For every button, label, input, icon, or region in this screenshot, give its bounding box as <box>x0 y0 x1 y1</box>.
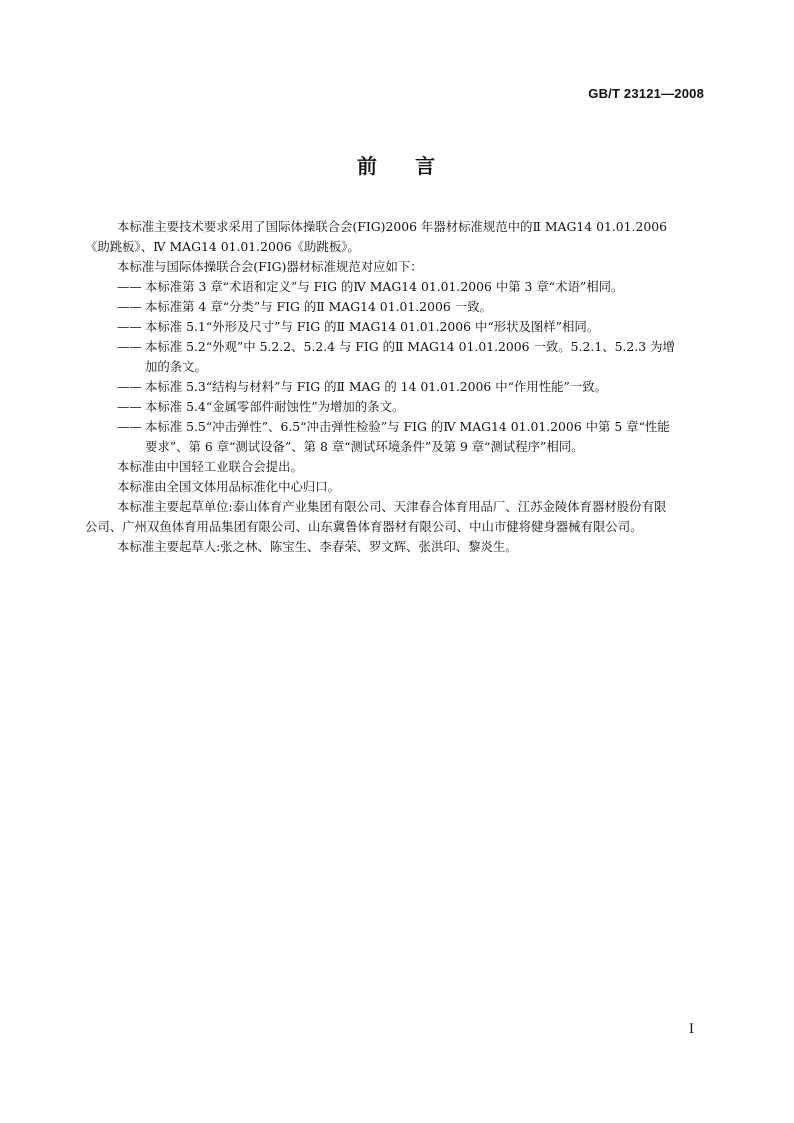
list-dash: —— <box>117 399 142 414</box>
list-item <box>117 277 707 297</box>
page-title <box>0 150 794 179</box>
list-dash: —— <box>117 379 142 394</box>
list-dash: —— <box>117 279 142 294</box>
paragraph-proposer: 本标准由中国轻工业联合会提出。 <box>117 459 303 474</box>
list-item-continuation: 要求”、第 6 章“测试设备”、第 8 章“测试环境条件”及第 9 章“测试程序”相同。 <box>145 439 584 454</box>
standard-number: GB/T 23121—2008 <box>588 86 704 101</box>
list-dash: —— <box>117 339 142 354</box>
list-item-text: 本标准 5.3“结构与材料”与 FIG 的Ⅱ MAG 的 14 01.01.2006 中“作用性能”一致。 <box>145 379 608 394</box>
list-item-text: 本标准 5.4“金属零部件耐蚀性”为增加的条文。 <box>145 399 405 414</box>
list-item <box>117 397 707 417</box>
title-char-1: 前 <box>357 154 379 178</box>
paragraph-correspondence: 本标准与国际体操联合会(FIG)器材标准规范对应如下： <box>117 259 423 274</box>
list-item-text: 本标准 5.2“外观”中 5.2.2、5.2.4 与 FIG 的Ⅱ MAG14 01.01.2006 一致。5.2.1、5.2.3 为增 <box>145 339 675 354</box>
paragraph-drafting-units-line1: 本标准主要起草单位:泰山体育产业集团有限公司、天津春合体育用品厂、江苏金陵体育器材股份有限 <box>117 499 667 514</box>
list-item-text: 本标准第 4 章“分类”与 FIG 的Ⅱ MAG14 01.01.2006 一致。 <box>145 299 492 314</box>
list-dash: —— <box>117 299 142 314</box>
list-item <box>117 317 707 337</box>
list-item-text: 本标准 5.5“冲击弹性”、6.5“冲击弹性检验”与 FIG 的Ⅳ MAG14 01.01.2006 中第 5 章“性能 <box>145 419 670 434</box>
list-dash: —— <box>117 419 142 434</box>
list-item-text: 本标准第 3 章“术语和定义”与 FIG 的Ⅳ MAG14 01.01.2006 中第 3 章“术语”相同。 <box>145 279 624 294</box>
page-number: I <box>688 1022 694 1037</box>
list-item-text: 本标准 5.1“外形及尺寸”与 FIG 的Ⅱ MAG14 01.01.2006 中“形状及图样”相同。 <box>145 319 600 334</box>
list-item-continuation: 加的条文。 <box>145 359 207 374</box>
paragraph-drafters: 本标准主要起草人:张之林、陈宝生、李春荣、罗文辉、张洪印、黎炎生。 <box>117 539 518 554</box>
paragraph-drafting-units-line2: 公司、广州双鱼体育用品集团有限公司、山东冀鲁体育器材有限公司、中山市健将健身器械有限公司。 <box>85 519 643 534</box>
list-item <box>117 377 707 397</box>
foreword-body <box>85 217 707 557</box>
paragraph-adoption-line2: 《助跳板》、Ⅳ MAG14 01.01.2006《助跳板》。 <box>85 239 360 254</box>
list-item <box>117 417 707 437</box>
list-item <box>117 297 707 317</box>
list-item <box>117 337 707 357</box>
list-dash: —— <box>117 319 142 334</box>
paragraph-administrator: 本标准由全国文体用品标准化中心归口。 <box>117 479 341 494</box>
paragraph-adoption-line1: 本标准主要技术要求采用了国际体操联合会(FIG)2006 年器材标准规范中的Ⅱ MAG14 01.01.2006 <box>117 219 668 234</box>
title-char-2: 言 <box>415 154 437 178</box>
